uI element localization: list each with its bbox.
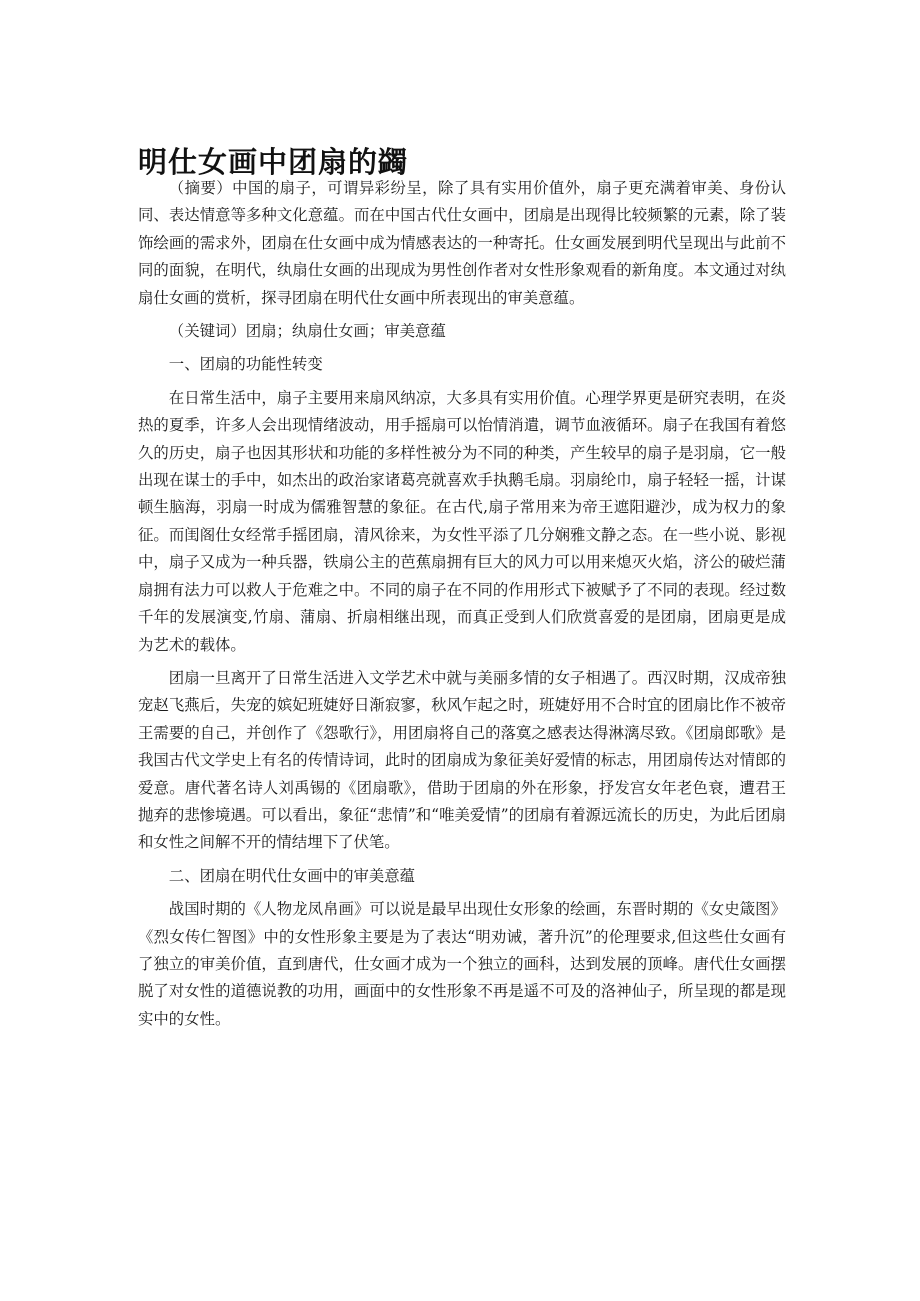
section-2-heading: 二、团扇在明代仕女画中的审美意蕴 [168, 866, 416, 885]
keywords-line: （关键词）团扇；纨扇仕女画；审美意蕴 [168, 322, 446, 341]
section-1-paragraph-1: 在日常生活中，扇子主要用来扇风纳凉，大多具有实用价值。心理学界更是研究表明，在炎热的夏季，许多人会出现情绪波动，用手摇扇可以怡情消遣，调节血液循环。扇子在我国有着悠久的历史，扇子也因其形状和功能的多样性被分为不同的种类，产生较早的扇子是羽扇，它一般出现在谋士的手中，如杰出的政治家诸葛亮就喜欢手执鹅毛扇。羽扇纶巾，扇子轻轻一摇，计谋顿生脑海，羽扇一时成为儒雅智慧的象征。在古代,扇子常用来为帝王遮阳避沙，成为权力的象征。而闺阁仕女经常手摇团扇，清风徐来，为女性平添了几分娴雅文静之态。在一些小说、影视中，扇子又成为一种兵器，铁扇公主的芭蕉扇拥有巨大的风力可以用来熄灭火焰，济公的破烂蒲扇拥有法力可以救人于危难之中。不同的扇子在不同的作用形式下被赋予了不同的表现。经过数千年的发展演变,竹扇、蒲扇、折扇相继出现，而真正受到人们欣赏喜爱的是团扇，团扇更是成为艺术的载体。 [138, 388, 786, 654]
document-title: 明仕女画中团扇的蠲 [138, 145, 409, 179]
section-2-paragraph-1: 战国时期的《人物龙凤帛画》可以说是最早出现仕女形象的绘画，东晋时期的《女史箴图》《烈女传仁智图》中的女性形象主要是为了表达“明劝诫，著升沉”的伦理要求,但这些仕女画有了独立的审美价值，直到唐代，仕女画才成为一个独立的画科，达到发展的顶峰。唐代仕女画摆脱了对女性的道德说教的功用，画面中的女性形象不再是遥不可及的洛神仙子，所呈现的都是现实中的女性。 [138, 900, 786, 1028]
section-1-heading: 一、团扇的功能性转变 [168, 355, 323, 374]
abstract-paragraph: （摘要）中国的扇子，可谓异彩纷呈，除了具有实用价值外，扇子更充满着审美、身份认同、表达情意等多种文化意蕴。而在中国古代仕女画中，团扇是出现得比较频繁的元素，除了装饰绘画的需求外，团扇在仕女画中成为情感表达的一种寄托。仕女画发展到明代呈现出与此前不同的面貌，在明代，纨扇仕女画的出现成为男性创作者对女性形象观看的新角度。本文通过对纨扇仕女画的赏析，探寻团扇在明代仕女画中所表现出的审美意蕴。 [138, 179, 786, 307]
document-body [138, 175, 786, 1039]
section-1-paragraph-2: 团扇一旦离开了日常生活进入文学艺术中就与美丽多情的女子相遇了。西汉时期，汉成帝独宠赵飞燕后，失宠的嫔妃班婕妤日渐寂寥，秋风乍起之时，班婕妤用不合时宜的团扇比作不被帝王需要的自己，并创作了《怨歌行》，用团扇将自己的落寞之感表达得淋漓尽致。《团扇郎歌》是我国古代文学史上有名的传情诗词，此时的团扇成为象征美好爱情的标志，用团扇传达对情郎的爱意。唐代著名诗人刘禹锡的《团扇歌》，借助于团扇的外在形象，抒发宫女年老色衰，遭君王抛弃的悲惨境遇。可以看出，象征“悲情”和“唯美爱情”的团扇有着源远流长的历史，为此后团扇和女性之间解不开的情结埋下了伏笔。 [138, 668, 786, 852]
